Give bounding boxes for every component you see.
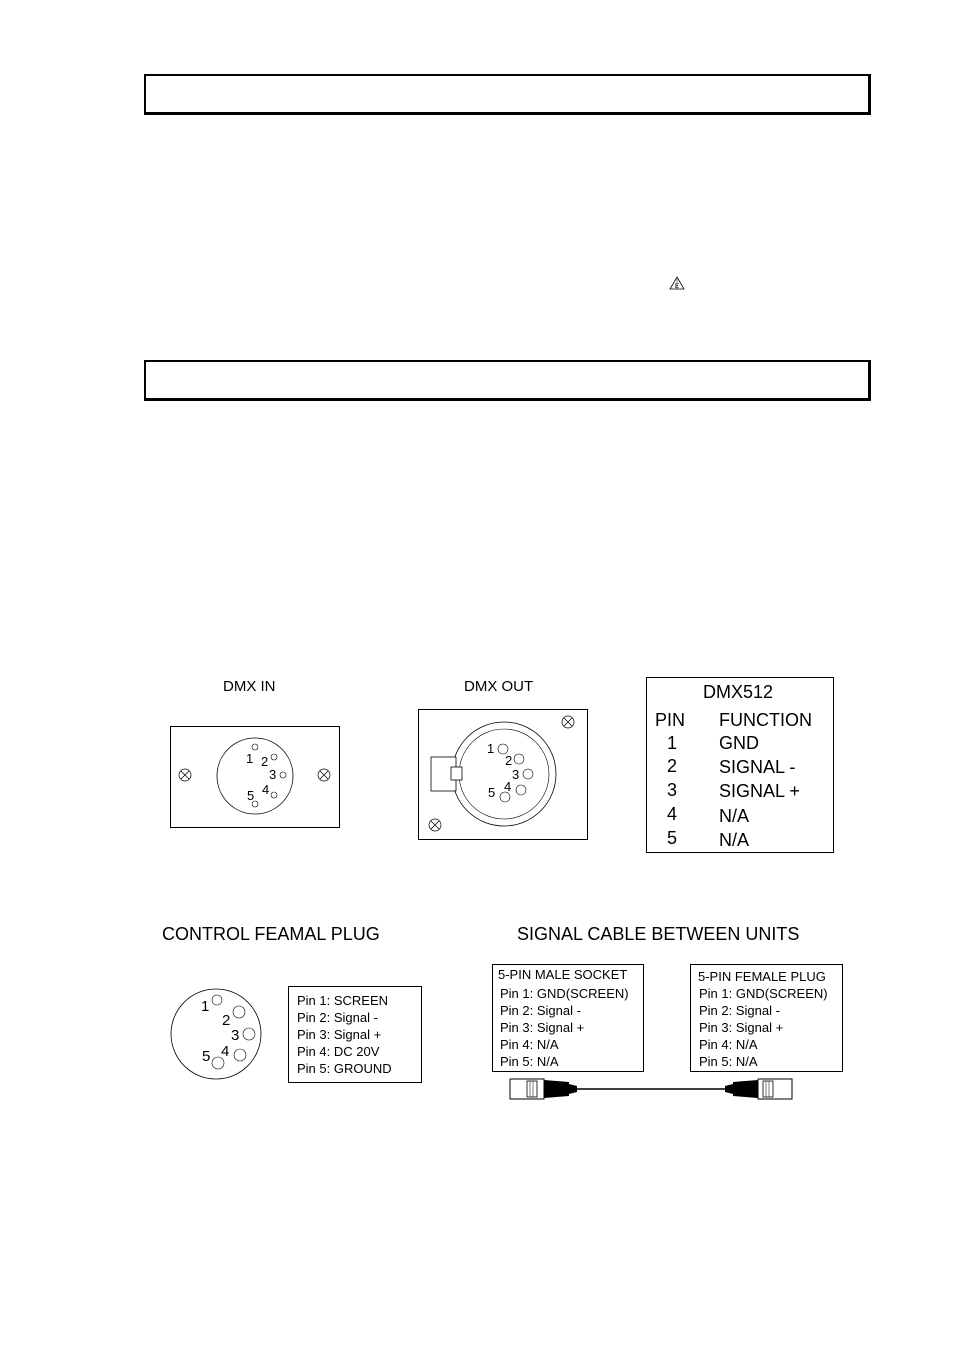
control-plug-pin-line: Pin 5: GROUND xyxy=(297,1061,392,1076)
control-plug-pin-2: 2 xyxy=(222,1012,231,1029)
section-header-box-1 xyxy=(144,74,871,115)
male-socket-pin-line: Pin 5: N/A xyxy=(500,1054,559,1069)
male-socket-pin-line: Pin 3: Signal + xyxy=(500,1020,585,1035)
male-socket-pin-list xyxy=(492,964,644,1072)
female-plug-title: 5-PIN FEMALE PLUG xyxy=(698,969,826,984)
screw-icon xyxy=(429,819,441,831)
dmx512-row-pin: 1 xyxy=(667,733,678,753)
dmx512-row-pin: 3 xyxy=(667,780,678,800)
screw-icon xyxy=(318,769,330,781)
female-plug-pin-line: Pin 4: N/A xyxy=(699,1037,758,1052)
dmx512-row-function: SIGNAL + xyxy=(719,781,800,801)
female-plug-pin-list xyxy=(690,964,843,1072)
control-plug-pin-list xyxy=(288,986,422,1083)
control-plug-pin-line: Pin 1: SCREEN xyxy=(297,993,389,1008)
dmx-out-pin-3: 3 xyxy=(512,767,520,782)
dmx512-title: DMX512 xyxy=(703,682,774,702)
dmx512-row-function: SIGNAL - xyxy=(719,757,796,777)
control-plug-pin-line: Pin 2: Signal - xyxy=(297,1010,378,1025)
screw-icon xyxy=(562,716,574,728)
dmx-out-pin-4: 4 xyxy=(504,779,512,794)
dmx-out-pin-5: 5 xyxy=(488,785,496,800)
dmx-out-pin-1: 1 xyxy=(487,741,495,756)
dmx-out-connector xyxy=(418,709,588,840)
signal-cable-title: SIGNAL CABLE BETWEEN UNITS xyxy=(517,924,800,944)
male-socket-title: 5-PIN MALE SOCKET xyxy=(498,967,628,982)
control-plug-pin-4: 4 xyxy=(221,1043,230,1060)
control-plug-pin-5: 5 xyxy=(202,1048,211,1065)
male-socket-pin-line: Pin 4: N/A xyxy=(500,1037,559,1052)
dmx-out-label: DMX OUT xyxy=(464,678,534,695)
dmx-in-pin-5: 5 xyxy=(247,788,255,803)
control-plug-pin-line: Pin 4: DC 20V xyxy=(297,1044,380,1059)
signal-cable-drawing xyxy=(505,1074,797,1104)
dmx-in-pin-1: 1 xyxy=(246,751,254,766)
dmx512-row-pin: 4 xyxy=(667,804,678,824)
dmx-in-connector xyxy=(170,726,340,828)
control-plug-pin-1: 1 xyxy=(201,998,210,1015)
section-header-box-2 xyxy=(144,360,871,401)
dmx512-header-pin: PIN xyxy=(655,710,686,730)
dmx-out-pin-2: 2 xyxy=(505,753,513,768)
dmx512-row-function: N/A xyxy=(719,830,750,850)
dmx512-row-function: N/A xyxy=(719,806,750,826)
dmx-in-pin-3: 3 xyxy=(269,767,277,782)
control-plug-pin-3: 3 xyxy=(231,1027,240,1044)
warning-triangle-icon xyxy=(669,276,685,290)
female-plug-pin-line: Pin 3: Signal + xyxy=(699,1020,784,1035)
control-plug-pin-line: Pin 3: Signal + xyxy=(297,1027,382,1042)
dmx512-header-function: FUNCTION xyxy=(719,710,812,730)
dmx-in-pin-2: 2 xyxy=(261,754,269,769)
screw-icon xyxy=(179,769,191,781)
dmx512-table xyxy=(646,677,834,853)
male-socket-pin-line: Pin 1: GND(SCREEN) xyxy=(500,986,629,1001)
control-plug-title: CONTROL FEAMAL PLUG xyxy=(162,924,380,944)
female-plug-pin-line: Pin 2: Signal - xyxy=(699,1003,780,1018)
dmx512-row-pin: 2 xyxy=(667,756,678,776)
svg-text:E: E xyxy=(674,284,680,290)
control-plug-connector xyxy=(170,986,270,1082)
female-plug-pin-line: Pin 1: GND(SCREEN) xyxy=(699,986,828,1001)
male-socket-pin-line: Pin 2: Signal - xyxy=(500,1003,581,1018)
dmx-in-label: DMX IN xyxy=(223,678,276,695)
female-plug-pin-line: Pin 5: N/A xyxy=(699,1054,758,1069)
dmx-in-pin-4: 4 xyxy=(262,782,270,797)
dmx512-row-pin: 5 xyxy=(667,828,678,848)
dmx512-row-function: GND xyxy=(719,733,759,753)
